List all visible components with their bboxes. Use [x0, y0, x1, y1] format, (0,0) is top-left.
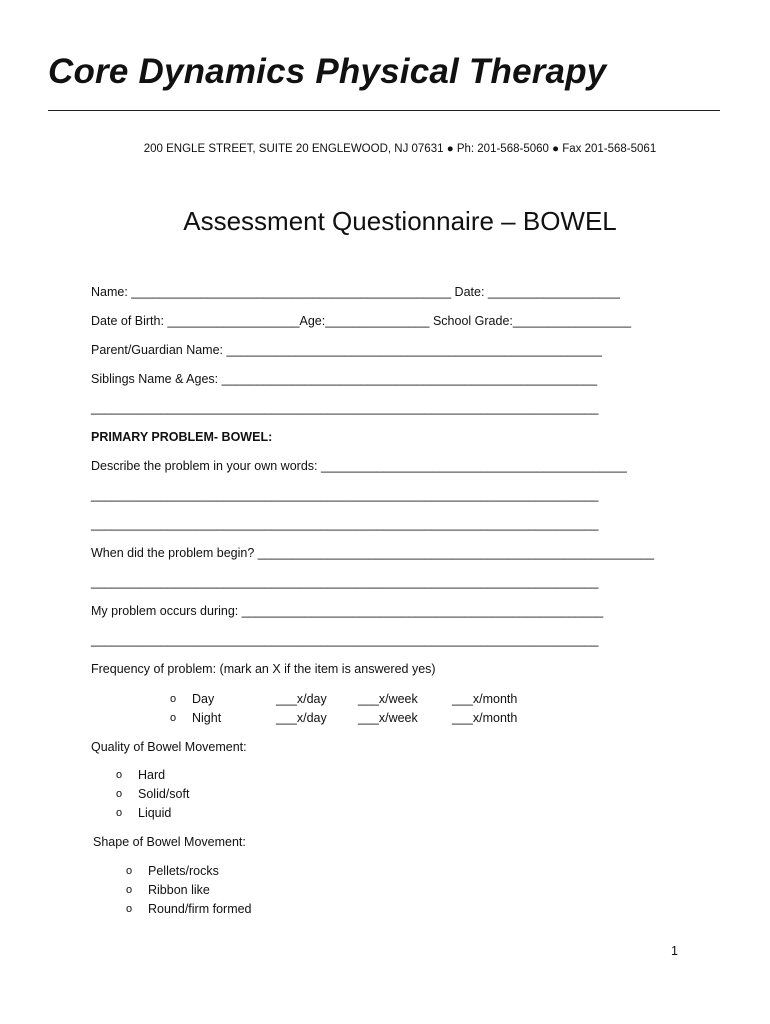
describe-problem-field[interactable]: Describe the problem in your own words: ____________________________________________	[91, 459, 627, 473]
times-per-month-field[interactable]: ___x/month	[452, 692, 518, 706]
shape-option-pellets: Pellets/rocks	[148, 864, 219, 878]
document-title: Assessment Questionnaire – BOWEL	[183, 206, 617, 236]
primary-problem-heading: PRIMARY PROBLEM- BOWEL:	[91, 430, 273, 444]
bullet-icon[interactable]: o	[170, 712, 177, 724]
header-rule	[48, 110, 720, 111]
bullet-icon[interactable]: o	[116, 807, 123, 819]
bullet-icon[interactable]: o	[126, 865, 133, 877]
name-date-field[interactable]: Name: ______________________________________________ Date: ___________________	[91, 285, 620, 299]
bullet-icon[interactable]: o	[116, 769, 123, 781]
times-per-week-field[interactable]: ___x/week	[358, 692, 418, 706]
bullet-icon[interactable]: o	[116, 788, 123, 800]
quality-option-liquid: Liquid	[138, 806, 172, 820]
times-per-week-field[interactable]: ___x/week	[358, 711, 418, 725]
clinic-name: Core Dynamics Physical Therapy	[48, 52, 607, 91]
dob-age-grade-field[interactable]: Date of Birth: ___________________Age:_______________ School Grade:_________________	[91, 314, 632, 328]
blank-line[interactable]: _________________________________________________________________________	[91, 488, 599, 502]
bullet-icon[interactable]: o	[126, 884, 133, 896]
quality-option-hard: Hard	[138, 768, 166, 782]
bullet-icon[interactable]: o	[170, 693, 177, 705]
siblings-field[interactable]: Siblings Name & Ages: ______________________________________________________	[91, 372, 598, 386]
blank-line[interactable]: _________________________________________________________________________	[91, 575, 599, 589]
frequency-row-label: Day	[192, 692, 215, 706]
quality-label: Quality of Bowel Movement:	[91, 740, 247, 754]
times-per-day-field[interactable]: ___x/day	[276, 692, 327, 706]
page-number: 1	[671, 944, 678, 958]
frequency-row-label: Night	[192, 711, 222, 725]
quality-option-solid-soft: Solid/soft	[138, 787, 190, 801]
times-per-day-field[interactable]: ___x/day	[276, 711, 327, 725]
times-per-month-field[interactable]: ___x/month	[452, 711, 518, 725]
parent-guardian-field[interactable]: Parent/Guardian Name: ______________________________________________________	[91, 343, 602, 357]
frequency-label: Frequency of problem: (mark an X if the item is answered yes)	[91, 662, 436, 676]
shape-label: Shape of Bowel Movement:	[93, 835, 246, 849]
bullet-icon[interactable]: o	[126, 903, 133, 915]
blank-line[interactable]: _________________________________________________________________________	[91, 517, 599, 531]
problem-occurs-field[interactable]: My problem occurs during: ____________________________________________________	[91, 604, 604, 618]
blank-line[interactable]: _________________________________________________________________________	[91, 401, 599, 415]
shape-option-ribbon: Ribbon like	[148, 883, 210, 897]
clinic-address: 200 ENGLE STREET, SUITE 20 ENGLEWOOD, NJ 07631 ● Ph: 201-568-5060 ● Fax 201-568-5061	[143, 143, 657, 155]
problem-begin-field[interactable]: When did the problem begin? _________________________________________________________	[91, 546, 655, 560]
blank-line[interactable]: _________________________________________________________________________	[91, 633, 599, 647]
shape-option-round-firm: Round/firm formed	[148, 902, 252, 916]
